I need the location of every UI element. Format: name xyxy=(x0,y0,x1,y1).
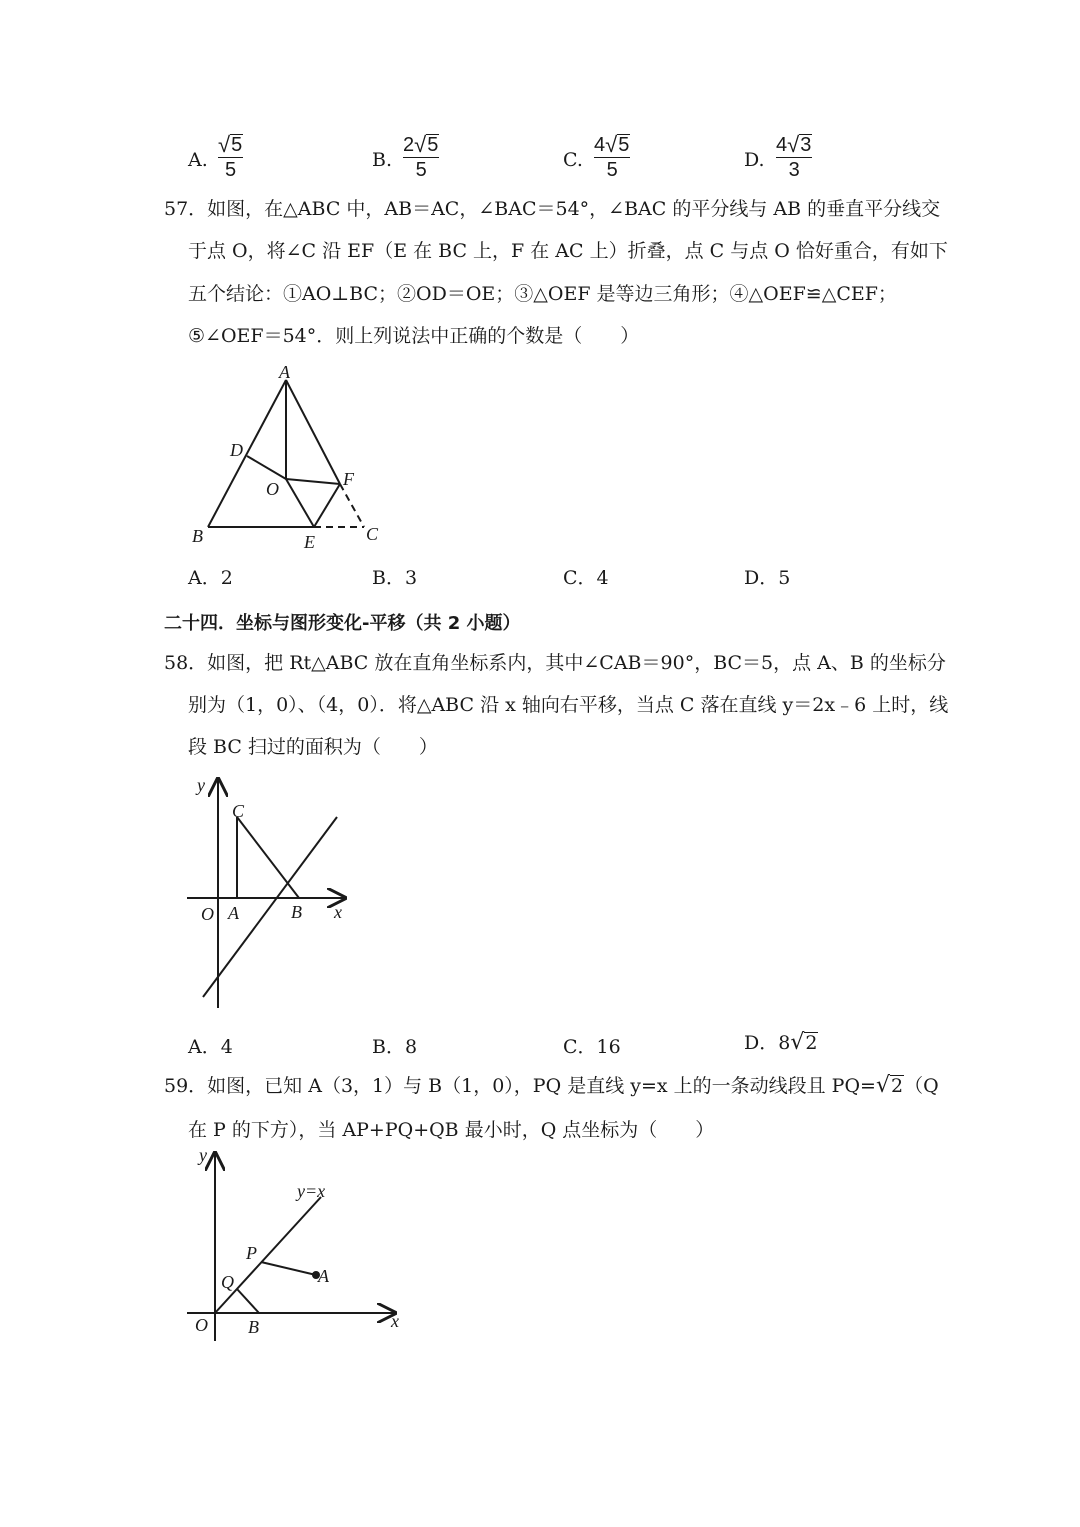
label-y: y xyxy=(197,775,205,795)
segment-AF xyxy=(286,380,340,484)
q56-option-d-label: D. xyxy=(744,149,765,171)
label-F: F xyxy=(343,469,354,489)
q58-option-d xyxy=(744,1032,818,1054)
label-O: O xyxy=(195,1315,208,1335)
denominator: 3 xyxy=(788,159,800,181)
label-Q: Q xyxy=(221,1272,234,1292)
q58-line-1: 58．如图，把 Rt△ABC 放在直角坐标系内，其中∠CAB＝90°，BC＝5，点 A、B 的坐标分 xyxy=(164,652,946,674)
q57-line-4: ⑤∠OEF＝54°．则上列说法中正确的个数是（ ） xyxy=(188,325,640,347)
denominator: 5 xyxy=(606,159,618,181)
sqrt-expression: 8 √ 2 xyxy=(778,1030,818,1055)
q56-option-b-label: B. xyxy=(372,149,393,171)
label-C: C xyxy=(232,801,245,821)
q57-option-a: A．2 xyxy=(188,567,233,589)
denominator: 5 xyxy=(415,159,427,181)
label-D: D xyxy=(230,440,243,460)
q56-option-c-label: C. xyxy=(563,149,583,171)
q56-option-d-fraction xyxy=(776,134,812,181)
label-y: y xyxy=(199,1145,207,1165)
label-C: C xyxy=(366,524,379,544)
q59-line-1-tail: （Q xyxy=(904,1075,939,1097)
q58-option-b: B．8 xyxy=(372,1036,418,1058)
sqrt-expression: √ 2 xyxy=(875,1073,904,1098)
q58-option-c: C．16 xyxy=(563,1036,621,1058)
label-O: O xyxy=(201,904,214,924)
q57-option-b: B．3 xyxy=(372,567,418,589)
label-A: A xyxy=(318,1266,329,1286)
label-y-equals-x: y=x xyxy=(297,1181,326,1201)
sqrt-expression: 4 √ 5 xyxy=(594,132,630,157)
sqrt-expression: 2 √ 5 xyxy=(403,132,439,157)
segment-DO xyxy=(247,456,286,479)
q58-line-2: 别为（1，0）、（4，0）．将△ABC 沿 x 轴向右平移，当点 C 落在直线 y＝2x﹣6 上时，线 xyxy=(188,694,949,716)
q58-line-3: 段 BC 扫过的面积为（ ） xyxy=(188,736,438,758)
label-A: A xyxy=(279,362,290,382)
label-P: P xyxy=(246,1243,257,1263)
segment-AB xyxy=(208,380,286,527)
q59-coordinate-figure xyxy=(185,1145,415,1345)
label-E: E xyxy=(304,532,315,552)
q57-option-c: C．4 xyxy=(563,567,609,589)
line-y-2x-6 xyxy=(203,817,337,997)
q56-option-c-fraction xyxy=(594,134,630,181)
option-d-label: D． xyxy=(744,1032,779,1054)
label-B: B xyxy=(192,526,203,546)
label-x: x xyxy=(334,902,342,922)
q56-option-b-fraction xyxy=(403,134,439,181)
label-B: B xyxy=(248,1317,259,1337)
segment-OF xyxy=(286,479,340,484)
q57-line-1: 57．如图，在△ABC 中，AB＝AC，∠BAC＝54°，∠BAC 的平分线与 AB 的垂直平分线交 xyxy=(164,198,941,220)
q57-option-d: D．5 xyxy=(744,567,791,589)
q57-triangle-figure xyxy=(180,360,400,550)
section-heading: 二十四．坐标与图形变化-平移（共 2 小题） xyxy=(164,613,521,634)
line-y-equals-x xyxy=(215,1197,321,1313)
q56-option-a-fraction xyxy=(218,134,243,181)
segment-OE xyxy=(286,479,314,527)
label-A: A xyxy=(228,903,239,923)
sqrt-expression: √ 5 xyxy=(218,132,243,157)
segment-CB xyxy=(237,817,299,898)
q57-line-2: 于点 O，将∠C 沿 EF（E 在 BC 上，F 在 AC 上）折叠，点 C 与点 O 恰好重合，有如下 xyxy=(188,240,948,262)
q58-coordinate-figure xyxy=(185,775,365,1015)
label-B: B xyxy=(291,902,302,922)
denominator: 5 xyxy=(225,159,237,181)
q58-option-a: A．4 xyxy=(188,1036,233,1058)
q56-option-a-label: A. xyxy=(188,149,208,171)
sqrt-expression: 4 √ 3 xyxy=(776,132,812,157)
q59-line-2: 在 P 的下方），当 AP+PQ+QB 最小时，Q 点坐标为（ ） xyxy=(188,1119,715,1141)
q59-line-1-text: 59．如图，已知 A（3，1）与 B（1，0），PQ 是直线 y=x 上的一条动线段且 PQ= xyxy=(164,1075,876,1097)
label-O: O xyxy=(266,479,279,499)
segment-PA xyxy=(261,1262,316,1275)
label-x: x xyxy=(391,1311,399,1331)
segment-QB xyxy=(237,1289,259,1313)
segment-EF xyxy=(314,484,340,527)
q59-line-1 xyxy=(164,1075,939,1097)
q57-line-3: 五个结论：①AO⊥BC；②OD＝OE；③△OEF 是等边三角形；④△OEF≌△CEF； xyxy=(188,283,897,305)
segment-FC-dashed xyxy=(340,484,364,527)
